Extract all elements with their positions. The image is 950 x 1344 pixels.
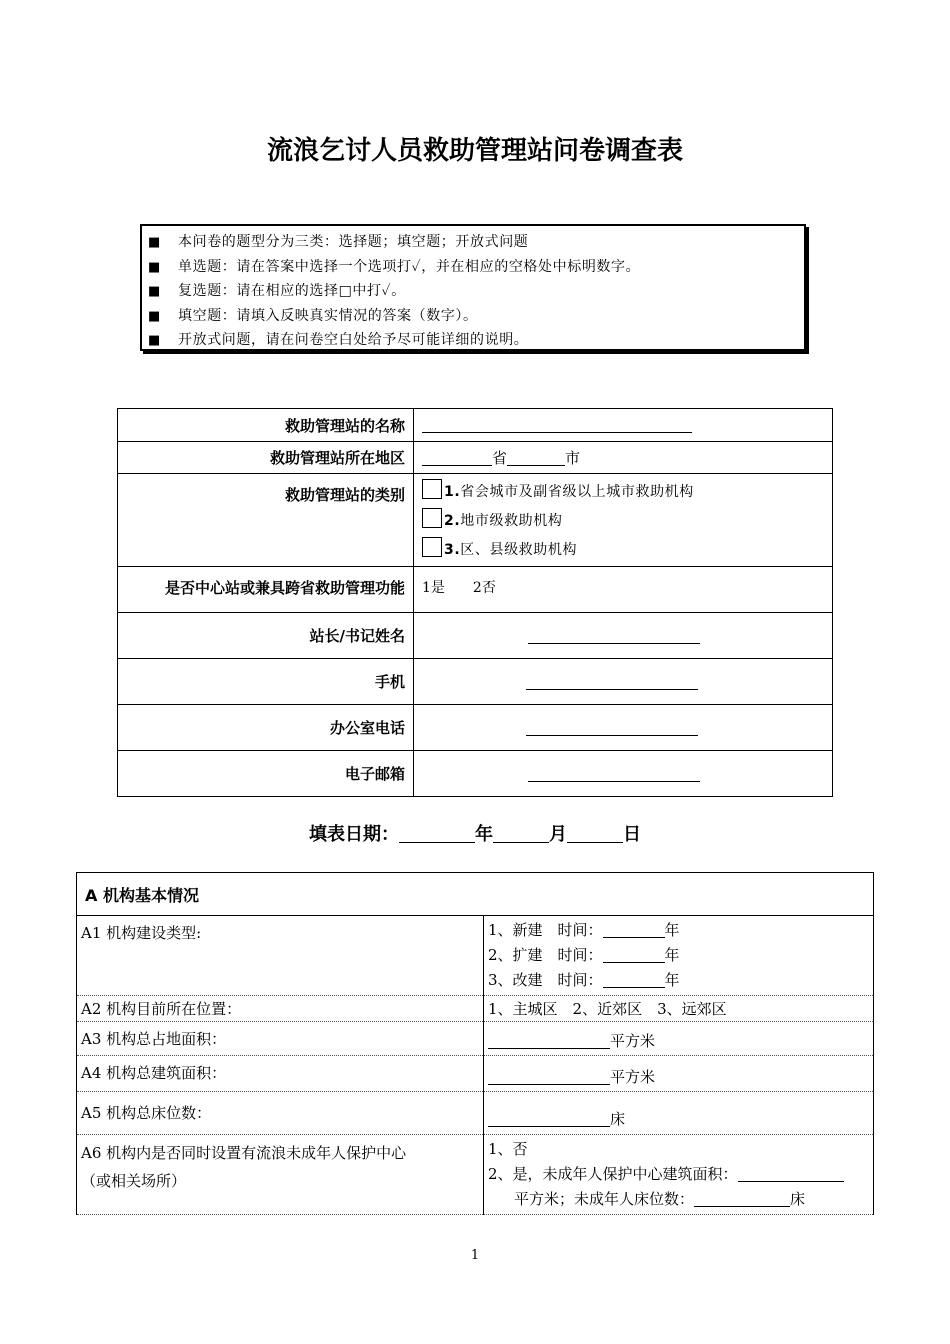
email-field[interactable] — [414, 751, 833, 797]
checkbox[interactable] — [422, 508, 442, 528]
province-input[interactable] — [422, 450, 492, 466]
table-row — [118, 613, 833, 659]
option-yes[interactable]: 1是 — [422, 580, 445, 596]
a5-question: A5 机构总床位数： — [77, 1092, 484, 1135]
a4-answer: 平方米 — [484, 1056, 874, 1092]
mobile-label: 手机 — [118, 659, 414, 705]
instruction-item: ■ 单选题：请在答案中选择一个选项打✓，并在相应的空格处中标明数字。 — [148, 255, 804, 280]
area-input[interactable] — [738, 1166, 844, 1182]
table-row — [118, 659, 833, 705]
a4-question: A4 机构总建筑面积： — [77, 1056, 484, 1092]
a2-answer[interactable]: 1、主城区 2、近郊区 3、远郊区 — [484, 996, 874, 1022]
year-input[interactable] — [603, 972, 665, 988]
a6-option-yes: 2、是，未成年人保护中心建筑面积： — [488, 1162, 869, 1187]
bullet-icon: ■ — [148, 308, 161, 324]
table-row — [77, 996, 874, 1022]
type-option-2: 2.地市级救助机构 — [422, 507, 831, 536]
a2-question: A2 机构目前所在位置： — [77, 996, 484, 1022]
station-type-options — [414, 474, 833, 567]
section-header — [77, 873, 874, 916]
area-input[interactable] — [488, 1033, 610, 1049]
fill-date: 填表日期： 年 月 日 — [309, 824, 641, 845]
table-row — [77, 1022, 874, 1056]
a6-option-no[interactable]: 1、否 — [488, 1140, 528, 1158]
type-option-3: 3.区、县级救助机构 — [422, 536, 831, 565]
day-input[interactable] — [567, 824, 623, 843]
office-phone-label: 办公室电话 — [118, 705, 414, 751]
table-row — [118, 474, 833, 567]
city-input[interactable] — [507, 450, 565, 466]
a1-answer — [484, 916, 874, 996]
instruction-item: ■ 开放式问题，请在问卷空白处给予尽可能详细的说明。 — [148, 328, 804, 353]
email-label: 电子邮箱 — [118, 751, 414, 797]
center-station-options — [414, 567, 833, 613]
a3-answer: 平方米 — [484, 1022, 874, 1056]
page-title: 流浪乞讨人员救助管理站问卷调查表 — [266, 136, 683, 166]
region-field[interactable]: 省 市 — [414, 442, 833, 474]
station-name-label: 救助管理站的名称 — [118, 409, 414, 442]
checkbox[interactable] — [422, 537, 442, 557]
a3-question: A3 机构总占地面积： — [77, 1022, 484, 1056]
a6-question: A6 机构内是否同时设置有流浪未成年人保护中心 （或相关场所） — [77, 1135, 484, 1215]
page-number: 1 — [470, 1248, 480, 1263]
month-input[interactable] — [493, 824, 549, 843]
table-row — [77, 1135, 874, 1215]
beds-input[interactable] — [488, 1111, 610, 1127]
director-field[interactable] — [414, 613, 833, 659]
bullet-icon: ■ — [148, 259, 161, 275]
region-label: 救助管理站所在地区 — [118, 442, 414, 474]
section-a-table — [76, 872, 874, 1215]
table-row — [77, 1092, 874, 1135]
checkbox[interactable] — [422, 479, 442, 499]
a6-answer — [484, 1135, 874, 1215]
instruction-item: ■ 本问卷的题型分为三类：选择题；填空题；开放式问题 — [148, 230, 804, 255]
section-a-title: A 机构基本情况 — [77, 873, 874, 916]
bullet-icon: ■ — [148, 235, 161, 250]
table-row — [118, 567, 833, 613]
a1-option: 1、新建 时间： 年 — [488, 921, 680, 939]
a1-option: 2、扩建 时间： 年 — [488, 946, 680, 964]
mobile-field[interactable] — [414, 659, 833, 705]
bullet-icon: ■ — [148, 284, 161, 299]
instruction-item: ■ 填空题：请填入反映真实情况的答案（数字）。 — [148, 304, 804, 329]
type-option-1: 1.省会城市及副省级以上城市救助机构 — [422, 478, 831, 507]
table-row — [118, 442, 833, 474]
year-input[interactable] — [399, 824, 475, 843]
director-label: 站长/书记姓名 — [118, 613, 414, 659]
office-phone-field[interactable] — [414, 705, 833, 751]
station-name-field[interactable] — [414, 409, 833, 442]
table-row — [77, 916, 874, 996]
a6-option-detail: 平方米；未成年人床位数： 床 — [514, 1190, 806, 1208]
year-input[interactable] — [603, 922, 665, 938]
station-type-label: 救助管理站的类别 — [118, 474, 414, 567]
year-input[interactable] — [603, 947, 665, 963]
a1-option: 3、改建 时间： 年 — [488, 971, 680, 989]
station-info-table — [117, 408, 833, 797]
beds-input[interactable] — [694, 1191, 790, 1207]
instructions-box — [140, 224, 806, 351]
a5-answer: 床 — [484, 1092, 874, 1135]
option-no[interactable]: 2否 — [472, 580, 496, 596]
a1-question: A1 机构建设类型: — [77, 916, 484, 996]
table-row — [118, 705, 833, 751]
instruction-item: ■ 复选题：请在相应的选择□中打✓。 — [148, 279, 804, 304]
table-row — [118, 751, 833, 797]
table-row — [77, 1056, 874, 1092]
bullet-icon: ■ — [148, 333, 161, 348]
area-input[interactable] — [488, 1069, 610, 1085]
center-station-label: 是否中心站或兼具跨省救助管理功能 — [118, 567, 414, 613]
table-row — [118, 409, 833, 442]
